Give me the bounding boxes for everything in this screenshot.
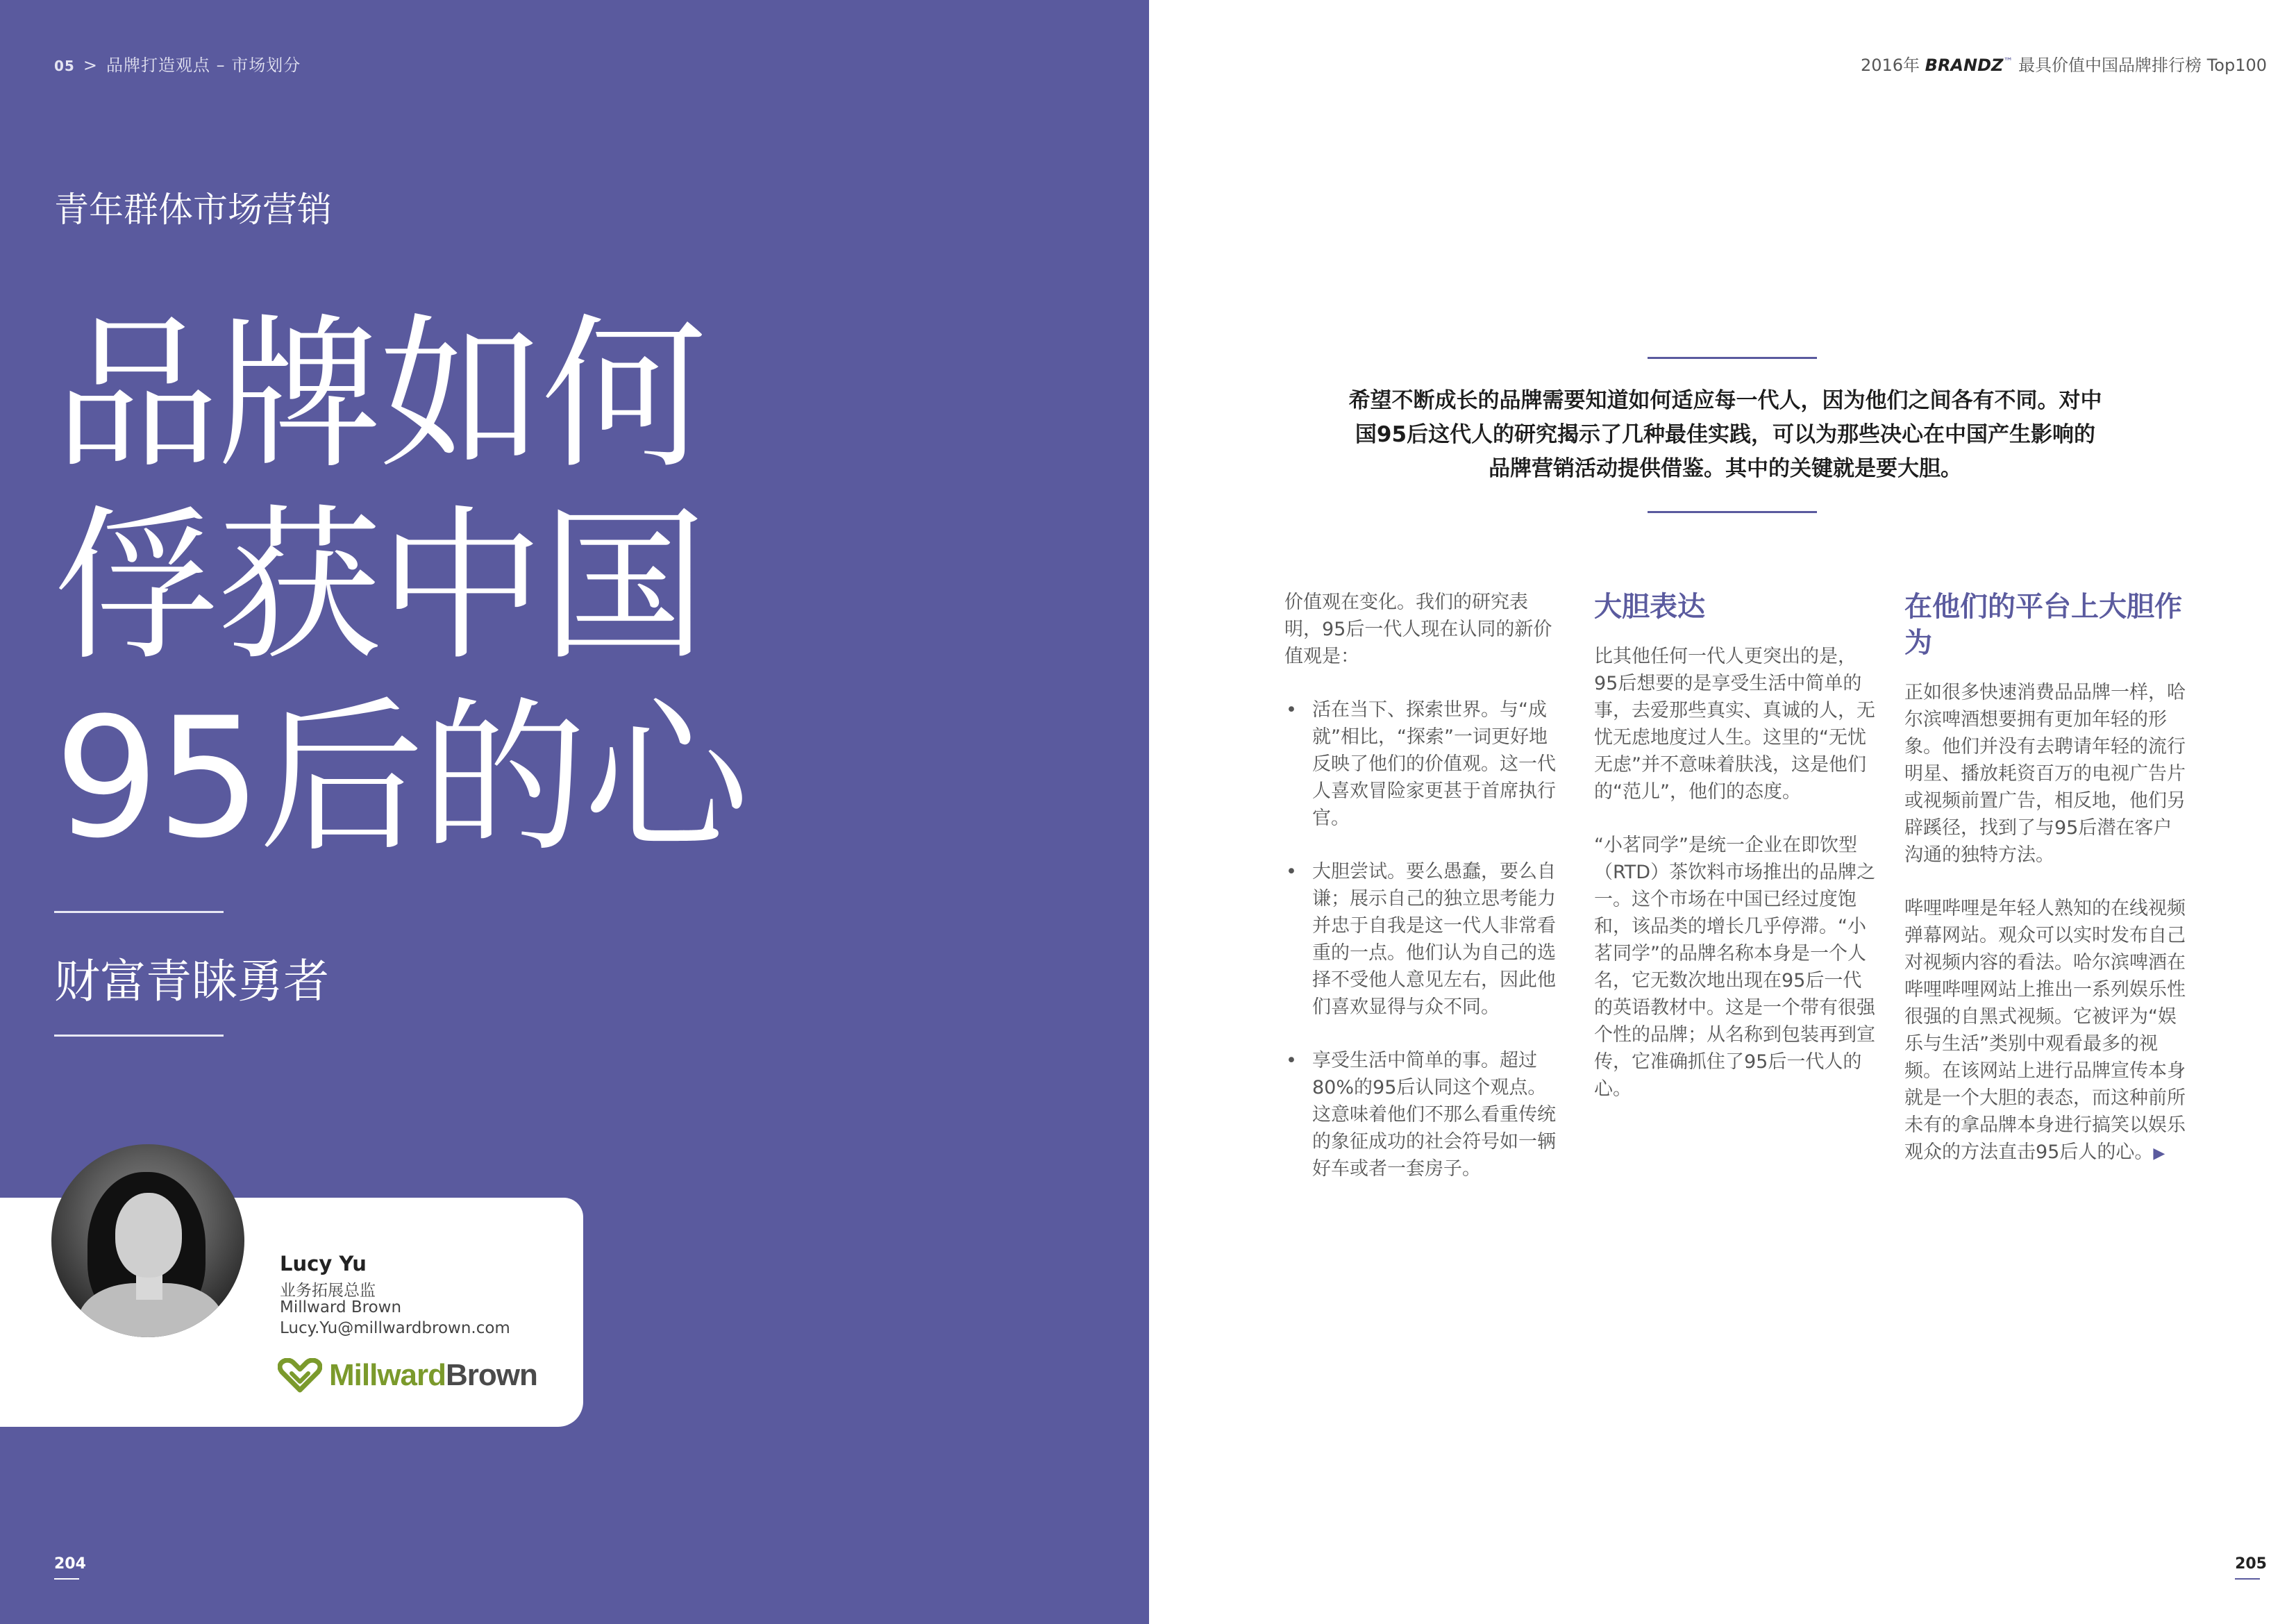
end-mark-icon: ▶ <box>2153 1145 2165 1162</box>
breadcrumb-path: 品牌打造观点 – 市场划分 <box>106 56 301 75</box>
author-company: Millward Brown <box>280 1298 402 1316</box>
breadcrumb-separator: > <box>83 56 98 75</box>
author-title: 业务拓展总监 <box>280 1282 376 1300</box>
section-label: 青年群体市场营销 <box>54 190 332 230</box>
value-list <box>1284 696 1562 1182</box>
logo-text: Brown <box>446 1358 537 1392</box>
subheadline: 财富青睐勇者 <box>54 955 329 1008</box>
intro-paragraph: 希望不断成长的品牌需要知道如何适应每一代人，因为他们之间各有不同。对中国95后这代人的研究揭示了几种最佳实践，可以为那些决心在中国产生影响的品牌营销活动提供借鉴。其中的关键就是要大胆。 <box>1348 388 2102 481</box>
chapter-number: 05 <box>54 58 75 74</box>
divider <box>1648 357 1817 359</box>
divider <box>1648 511 1817 513</box>
headline-line: 品牌如何 <box>54 299 704 492</box>
headline <box>54 300 818 875</box>
paragraph: 正如很多快速消费品品牌一样，哈尔滨啤酒想要拥有更加年轻的形象。他们并没有去聘请年轻的流行明星、播放耗资百万的电视广告片或视频前置广告，相反地，他们另辟蹊径，找到了与95后潜在客户沟通的独特方法。 <box>1904 682 2186 866</box>
paragraph: 哔哩哔哩是年轻人熟知的在线视频弹幕网站。观众可以实时发布自己对视频内容的看法。哈尔滨啤酒在哔哩哔哩网站上推出一系列娱乐性很强的自黑式视频。它被评为“娱乐与生活”类别中观看最多的视频。在该网站上进行品牌宣传本身就是一个大胆的表态，而这种前所未有的拿品牌本身进行搞笑以娱乐观众的方法直击95后人的心。▶ <box>1904 898 2186 1163</box>
text-column-2 <box>1594 589 1879 1129</box>
column-heading: 在他们的平台上大胆作为 <box>1904 591 2182 659</box>
list-item: • 享受生活中简单的事。超过80%的95后认同这个观点。这意味着他们不那么看重传统的象征成功的社会符号如一辆好车或者一套房子。 <box>1286 1050 1556 1180</box>
page-number: 205 <box>2235 1555 2267 1580</box>
breadcrumb <box>54 51 301 76</box>
author-photo <box>51 1144 244 1337</box>
logo-text: Millward <box>329 1358 446 1392</box>
page-number: 204 <box>54 1555 86 1580</box>
column-lead: 价值观在变化。我们的研究表明，95后一代人现在认同的新价值观是： <box>1284 592 1552 667</box>
text-column-3 <box>1904 589 2189 1194</box>
heart-icon <box>278 1358 322 1393</box>
column-heading: 大胆表达 <box>1594 591 1705 623</box>
paragraph: 比其他任何一代人更突出的是，95后想要的是享受生活中简单的事，去爱那些真实、真诚的人，无忧无虑地度过人生。这里的“无忧无虑”并不意味着肤浅，这是他们的“范儿”，他们的态度。 <box>1594 646 1875 803</box>
text-column-1 <box>1284 589 1562 1209</box>
headline-line: 95后的心 <box>54 683 746 875</box>
author-name: Lucy Yu <box>280 1252 367 1275</box>
list-item: • 活在当下、探索世界。与“成就”相比，“探索”一词更好地反映了他们的价值观。这一代人喜欢冒险家更甚于首席执行官。 <box>1286 699 1556 829</box>
divider <box>54 911 224 913</box>
paragraph: “小茗同学”是统一企业在即饮型（RTD）茶饮料市场推出的品牌之一。这个市场在中国已经过度饱和，该品类的增长几乎停滞。“小茗同学”的品牌名称本身是一个人名，它无数次地出现在95后一代的英语教材中。这是一个带有很强个性的品牌；从名称到包装再到宣传，它准确抓住了95后一代人的心。 <box>1594 835 1876 1100</box>
headline-line: 俘获中国 <box>54 491 704 683</box>
author-email: Lucy.Yu@millwardbrown.com <box>280 1319 510 1337</box>
report-title: 2016年 BRANDZ™ 最具价值中国品牌排行榜 Top100 <box>1860 56 2267 75</box>
list-item: • 大胆尝试。要么愚蠢，要么自谦；展示自己的独立思考能力并忠于自我是这一代人非常看重的一点。他们认为自己的选择不受他人意见左右，因此他们喜欢显得与众不同。 <box>1286 861 1556 1018</box>
right-page <box>1149 0 2296 1624</box>
millward-brown-logo <box>278 1356 537 1395</box>
divider <box>54 1035 224 1037</box>
